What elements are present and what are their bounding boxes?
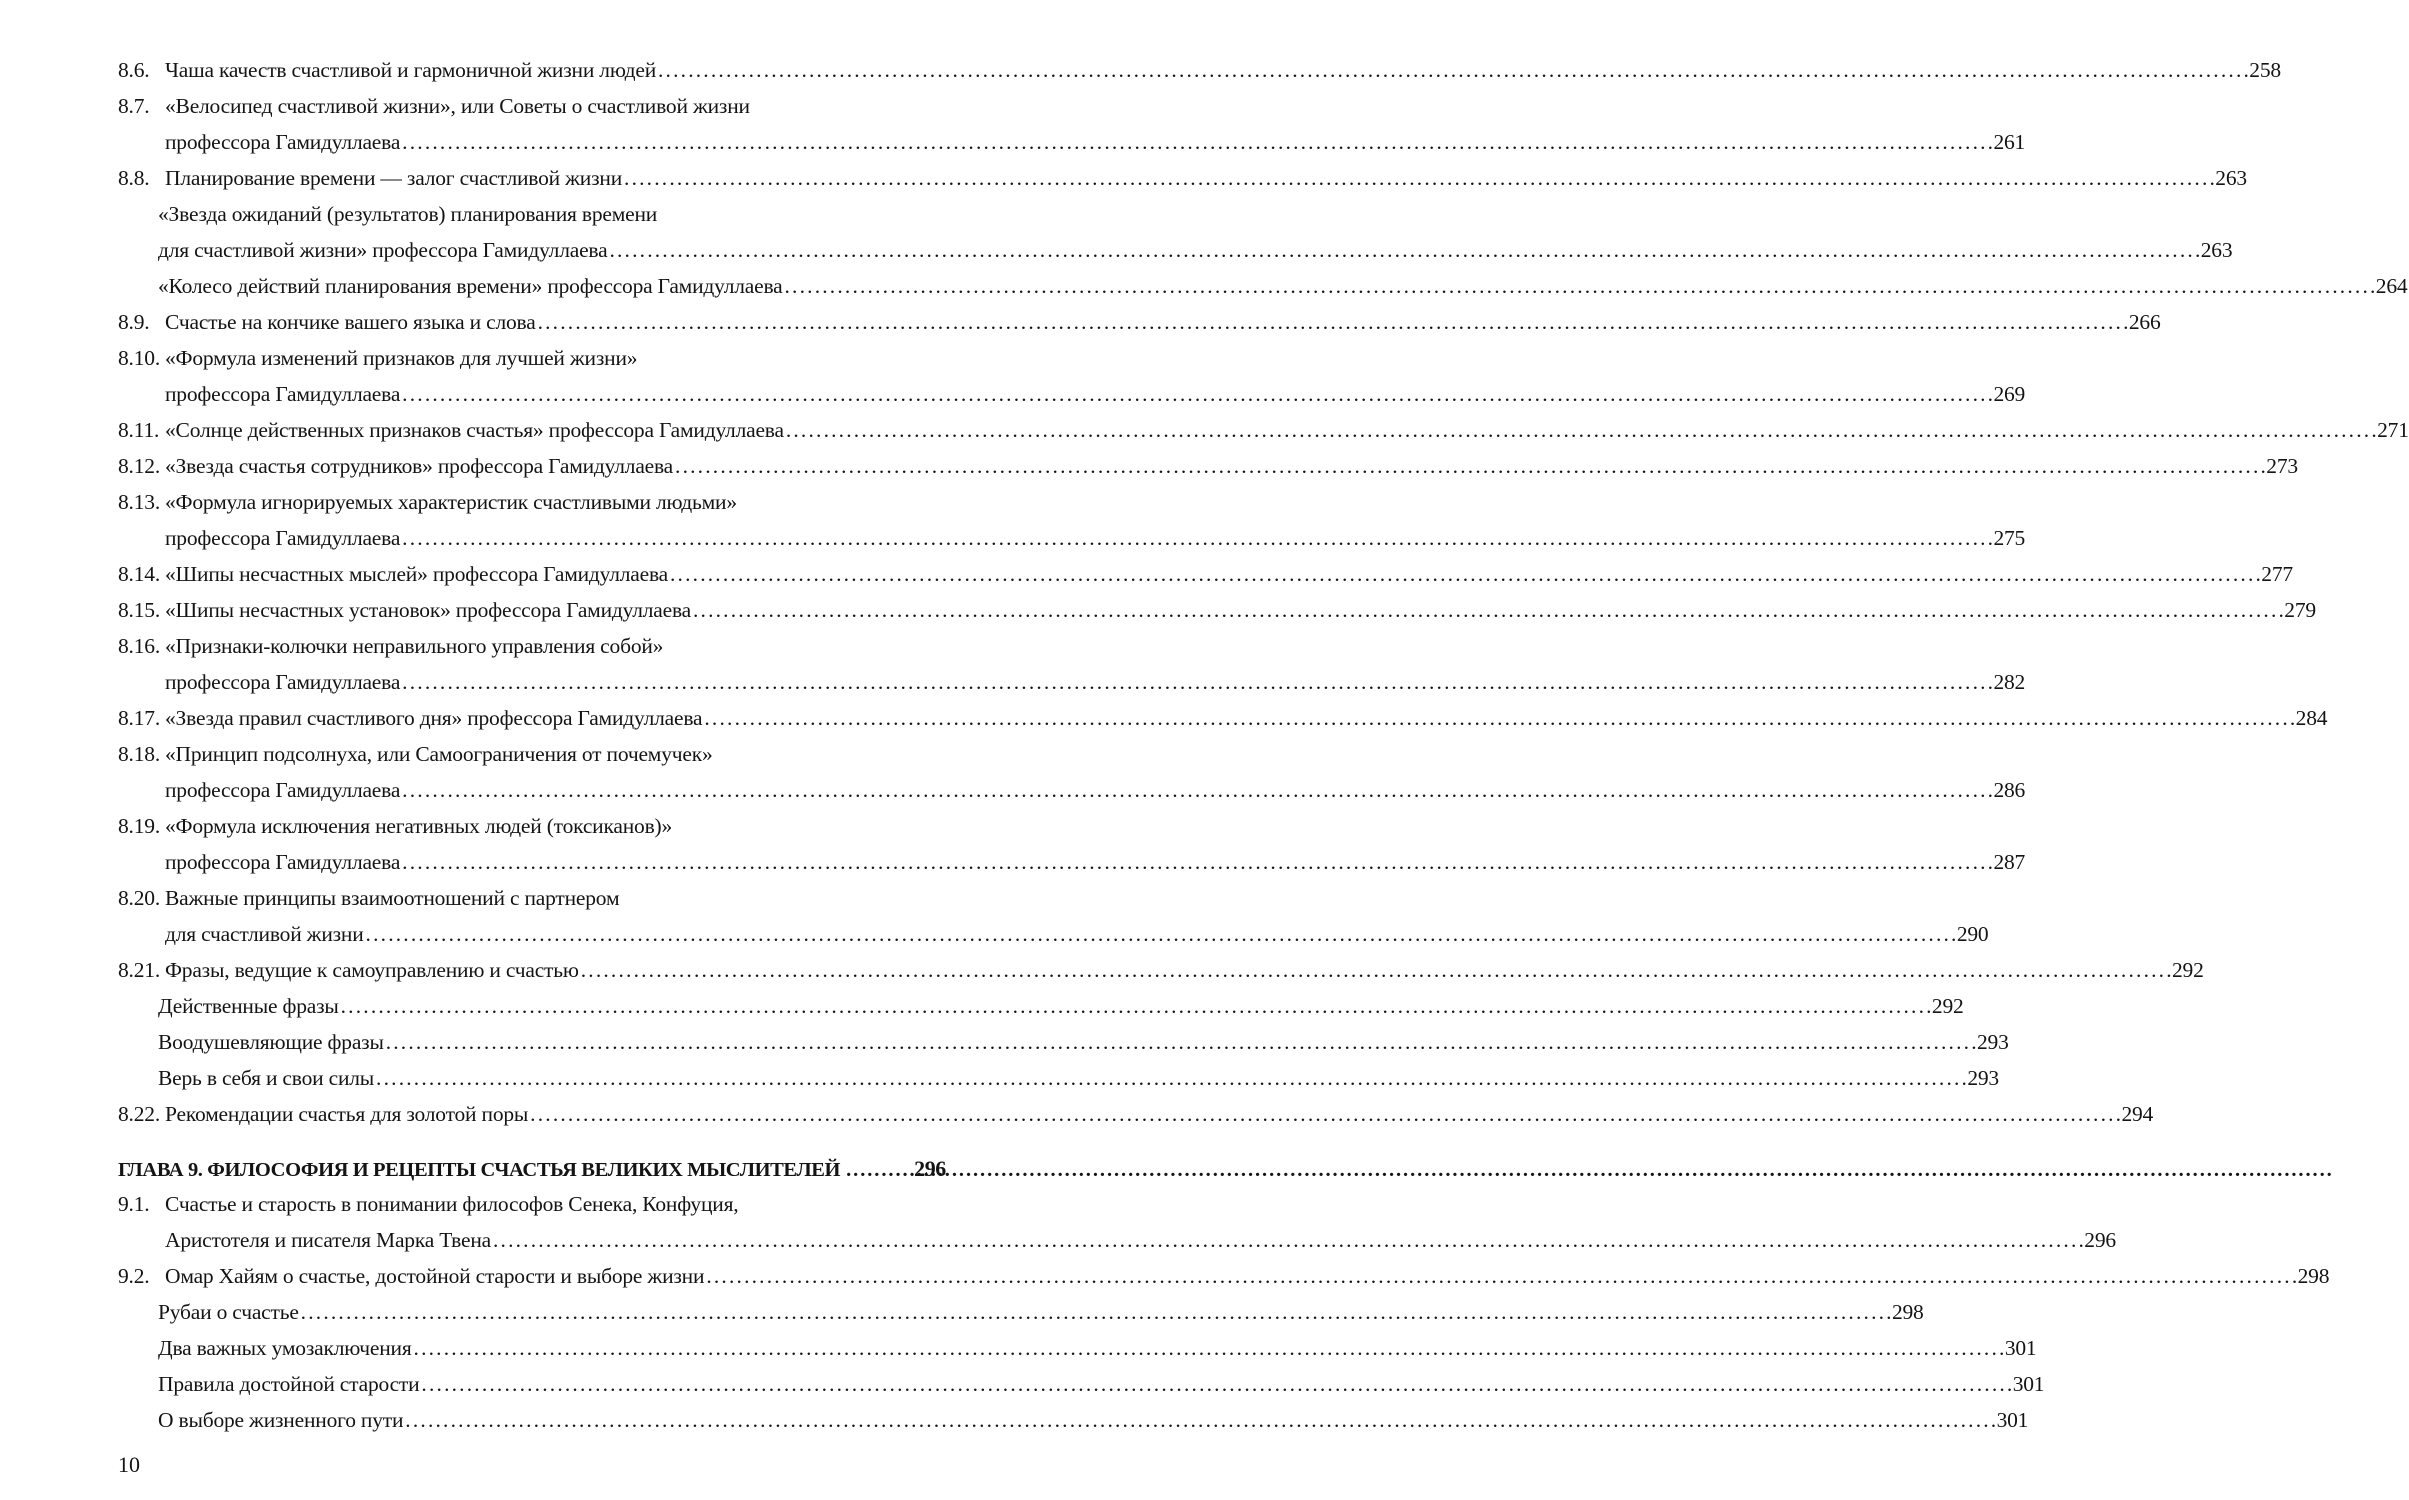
toc-entry [118,634,970,670]
toc-entry-page: 284 [2295,706,2328,730]
toc-entry-title: Рубаи о счастье [158,1300,299,1324]
toc-entry-number: 8.20. [118,886,161,910]
toc-entry-page: 258 [2249,58,2281,82]
chapter-page: 296 [914,1156,946,1181]
toc-entry-title: «Звезда правил счастливого дня» профессора Гамидуллаева [165,706,703,730]
toc-entry-title: профессора Гамидуллаева [165,670,401,694]
dot-leader [538,310,2127,335]
toc-entry[interactable] [118,1228,2116,1264]
toc-entry[interactable] [118,958,2204,994]
toc-entry-title: Действенные фразы [158,994,339,1018]
toc-entry-page: 277 [2261,562,2293,586]
toc-entry [118,886,970,922]
toc-entry-page: 292 [1931,994,1964,1018]
dot-leader [624,166,2213,191]
toc-entry[interactable] [118,1264,2330,1300]
dot-leader [386,1030,1975,1055]
toc-entry-number: 8.8. [118,166,150,190]
toc-entry-page: 294 [2121,1102,2154,1126]
toc-entry-number: 8.9. [118,310,150,334]
toc-entry-number: 8.12. [118,454,161,478]
toc-entry[interactable] [118,1066,1999,1102]
toc-entry-number: 8.17. [118,706,161,730]
toc-entry-title: О выборе жизненного пути [158,1408,404,1432]
toc-entry-page: 261 [1993,130,2026,154]
toc-entry-page: 301 [2012,1372,2045,1396]
toc-entry-title: «Формула игнорируемых характеристик счастливыми людьми» [165,490,737,514]
toc-entry-page: 271 [2377,418,2409,442]
toc-entry[interactable] [118,310,2161,346]
dot-leader [402,850,1991,875]
toc-entry-number: 8.18. [118,742,161,766]
toc-entry-number: 8.14. [118,562,161,586]
toc-entry[interactable] [118,706,2328,742]
toc-entry-title: Счастье на кончике вашего языка и слова [165,310,536,334]
toc-entry-page: 264 [2375,274,2408,298]
toc-entry-number: 8.21. [118,958,161,982]
toc-entry-title: для счастливой жизни [165,922,364,946]
toc-entry-page: 293 [1967,1066,1999,1090]
toc-entry-page: 301 [2004,1336,2037,1360]
dot-leader [402,130,1991,155]
page-number: 10 [118,1452,140,1477]
toc-entry-title: Воодушевляющие фразы [158,1030,384,1054]
dot-leader [341,994,1930,1019]
toc-entry-title: «Шипы несчастных мыслей» профессора Гамидуллаева [165,562,668,586]
dot-leader [366,922,1955,947]
toc-entry-page: 293 [1976,1030,2009,1054]
toc-entry-title: «Велосипед счастливой жизни», или Советы о счастливой жизни [165,94,750,118]
toc-entry-page: 263 [2200,238,2233,262]
toc-entry-number: 9.2. [118,1264,150,1288]
toc-entry-number: 8.22. [118,1102,161,1126]
toc-entry[interactable] [118,1300,1924,1336]
toc-entry-page: 263 [2215,166,2247,190]
toc-entry-page: 273 [2266,454,2298,478]
toc-entry-title: «Формула изменений признаков для лучшей жизни» [165,346,638,370]
toc-entry [118,1192,970,1228]
toc-entry[interactable] [118,130,2026,166]
toc-entry-title: профессора Гамидуллаева [165,850,401,874]
dot-leader [693,598,2282,623]
dot-leader [706,1264,2295,1289]
toc-entry[interactable] [118,1102,2154,1138]
toc-entry-title: «Формула исключения негативных людей (токсиканов)» [165,814,673,838]
toc-entry-title: Правила достойной старости [158,1372,420,1396]
toc-entry-title: Аристотеля и писателя Марка Твена [165,1228,491,1252]
toc-section-chapter-8 [118,58,2409,1138]
toc-entry-title: профессора Гамидуллаева [165,778,401,802]
toc-entry-title: Фразы, ведущие к самоуправлению и счастью [165,958,579,982]
toc-entry[interactable] [118,598,2316,634]
toc-entry-page: 287 [1993,850,2026,874]
toc-entry-page: 298 [2297,1264,2330,1288]
toc-entry[interactable] [118,850,2026,886]
toc-entry-title: «Колесо действий планирования времени» профессора Гамидуллаева [158,274,783,298]
dot-leader [402,526,1991,551]
toc-entry[interactable] [118,454,2298,490]
toc-entry-number: 9.1. [118,1192,150,1216]
toc-entry-title: Важные принципы взаимоотношений с партнером [165,886,620,910]
toc-entry[interactable] [118,238,2233,274]
dot-leader [786,418,2375,443]
toc-entry-page: 279 [2284,598,2316,622]
toc-entry[interactable] [118,526,2026,562]
toc-entry-title: профессора Гамидуллаева [165,526,401,550]
toc-entry-title: Планирование времени — залог счастливой жизни [165,166,623,190]
toc-entry [118,346,970,382]
toc-entry-page: 275 [1993,526,2026,550]
toc-entry-page: 269 [1993,382,2026,406]
toc-entry[interactable] [118,670,2026,706]
toc-entry-number: 8.16. [118,634,161,658]
toc-entry-page: 266 [2128,310,2161,334]
dot-leader [405,1408,1994,1433]
dot-leader [846,1159,910,1182]
toc-entry-page: 290 [1956,922,1989,946]
toc-entry-page: 282 [1993,670,2026,694]
toc-entry-number: 8.15. [118,598,161,622]
dot-leader [675,454,2264,479]
toc-entry-title: «Звезда ожиданий (результатов) планирования времени [158,202,658,226]
toc-entry[interactable] [118,562,2293,598]
toc-entry-number: 8.10. [118,346,161,370]
toc-entry [118,814,970,850]
dot-leader [402,670,1991,695]
toc-entry-title: Омар Хайям о счастье, достойной старости и выборе жизни [165,1264,705,1288]
toc-entry[interactable] [118,1336,2037,1372]
toc-entry[interactable] [118,922,1989,958]
toc-entry-title: Счастье и старость в понимании философов Сенека, Конфуция, [165,1192,739,1216]
toc-entry-title: Чаша качеств счастливой и гармоничной жизни людей [165,58,656,82]
toc-entry-page: 296 [2084,1228,2116,1252]
toc-entry-number: 8.13. [118,490,161,514]
dot-leader [301,1300,1890,1325]
toc-entry[interactable] [118,58,2281,94]
toc-entry-title: «Шипы несчастных установок» профессора Гамидуллаева [165,598,691,622]
toc-entry[interactable] [118,382,2026,418]
table-of-contents [118,58,2409,1444]
toc-entry[interactable] [118,1030,2009,1066]
toc-entry-title: «Принцип подсолнуха, или Самоограничения от почемучек» [165,742,713,766]
toc-entry-page: 301 [1996,1408,2029,1432]
toc-entry-page: 286 [1993,778,2026,802]
toc-entry-number: 8.11. [118,418,160,442]
toc-entry-title: профессора Гамидуллаева [165,382,401,406]
toc-entry[interactable] [118,418,2409,454]
dot-leader [376,1066,1965,1091]
dot-leader [785,274,2374,299]
dot-leader [402,382,1991,407]
toc-entry-title: профессора Гамидуллаева [165,130,401,154]
toc-entry[interactable] [118,994,1964,1030]
toc-entry-title: «Звезда счастья сотрудников» профессора Гамидуллаева [165,454,674,478]
dot-leader [414,1336,2003,1361]
toc-entry [118,490,970,526]
toc-entry[interactable] [118,1408,2029,1444]
toc-entry [118,202,970,238]
chapter-heading[interactable] [118,1156,970,1192]
toc-entry[interactable] [118,1372,2045,1408]
toc-entry[interactable] [118,166,2247,202]
dot-leader [402,778,1991,803]
dot-leader [609,238,2198,263]
dot-leader [670,562,2259,587]
toc-entry-number: 8.19. [118,814,161,838]
dot-leader [421,1372,2010,1397]
dot-leader [530,1102,2119,1127]
toc-entry-title: Два важных умозаключения [158,1336,412,1360]
toc-entry-title: «Признаки-колючки неправильного управления собой» [165,634,664,658]
dot-leader [581,958,2170,983]
dot-leader [493,1228,2082,1253]
toc-entry[interactable] [118,274,2408,310]
toc-entry-title: «Солнце действенных признаков счастья» профессора Гамидуллаева [165,418,784,442]
toc-entry-title: для счастливой жизни» профессора Гамидуллаева [158,238,608,262]
chapter-title: ГЛАВА 9. ФИЛОСОФИЯ И РЕЦЕПТЫ СЧАСТЬЯ ВЕЛИКИХ МЫСЛИТЕЛЕЙ [118,1159,841,1181]
toc-entry-number: 8.6. [118,58,150,82]
toc-entry-number: 8.7. [118,94,150,118]
toc-entry[interactable] [118,778,2026,814]
toc-entry-page: 298 [1891,1300,1924,1324]
toc-entry-title: Рекомендации счастья для золотой поры [165,1102,529,1126]
toc-entry-page: 292 [2172,958,2204,982]
toc-entry [118,742,970,778]
dot-leader [658,58,2247,83]
dot-leader [704,706,2293,731]
toc-section-chapter-9 [118,1192,2330,1444]
toc-entry [118,94,970,130]
toc-entry-title: Верь в себя и свои силы [158,1066,375,1090]
